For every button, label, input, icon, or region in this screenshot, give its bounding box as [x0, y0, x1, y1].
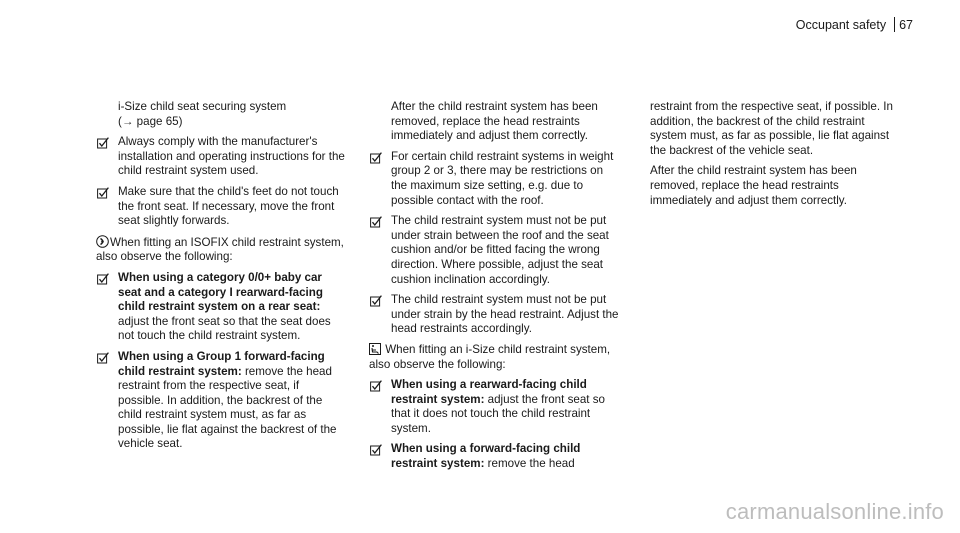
isofix-icon [96, 235, 109, 248]
page-reference: (→ page 65) [118, 114, 183, 128]
paragraph: After the child restraint system has been removed, replace the head restraints immediately and adjust them correctly. [391, 100, 598, 143]
isofix-note: When fitting an ISOFIX child restraint system, also observe the following: [96, 235, 344, 264]
column-3 [650, 100, 902, 214]
checklist-item: Always comply with the manufacturer's installation and operating instructions for the child restraint system used. [96, 135, 348, 179]
checklist-item: The child restraint system must not be put under strain between the roof and the seat cushion and/or be fitted facing the wrong direction. Where possible, adjust the seat cushion inclination accordingly. [369, 214, 621, 287]
isize-note: When fitting an i-Size child restraint system, also observe the following: [369, 342, 611, 371]
checklist-item: When using a forward-facing child restraint system: remove the head [369, 442, 621, 471]
page-header [796, 17, 913, 32]
intro-text: i-Size child seat securing system (→ page 65) [118, 100, 287, 128]
checkbox-tick-icon [97, 273, 109, 285]
checkbox-tick-icon [370, 152, 382, 164]
checkbox-tick-icon [97, 187, 109, 199]
checkbox-tick-icon [97, 352, 109, 364]
header-divider [894, 17, 895, 32]
checkbox-tick-icon [370, 216, 382, 228]
paragraph: restraint from the respective seat, if possible. In addition, the backrest of the child restraint system must, as far as possible, lie flat against the backrest of the vehicle seat. [650, 100, 893, 157]
checklist-item: For certain child restraint systems in weight group 2 or 3, there may be restrictions on the maximum size setting, e.g. due to possible contact with the roof. [369, 150, 621, 208]
watermark: carmanualsonline.info [725, 499, 944, 524]
column-2 [369, 100, 621, 478]
isize-icon [369, 343, 381, 355]
paragraph: After the child restraint system has been removed, replace the head restraints immediately and adjust them correctly. [650, 164, 857, 207]
checklist-item: Make sure that the child's feet do not touch the front seat. If necessary, move the front seat slightly forwards. [96, 185, 348, 229]
checkbox-tick-icon [97, 137, 109, 149]
checkbox-tick-icon [370, 444, 382, 456]
column-1 [96, 100, 348, 458]
checkbox-tick-icon [370, 295, 382, 307]
page-number: 67 [899, 17, 913, 32]
checklist-item: When using a Group 1 forward-facing child restraint system: remove the head restraint from the respective seat, if possible. In addition, the backrest of the child restraint system must, as far as possible, lie flat against the backrest of the vehicle seat. [96, 350, 348, 452]
checklist-item: When using a rearward-facing child restraint system: adjust the front seat so that it does not touch the child restraint system. [369, 378, 621, 436]
checkbox-tick-icon [370, 380, 382, 392]
checklist-item: The child restraint system must not be put under strain by the head restraint. Adjust the head restraints accordingly. [369, 293, 621, 337]
section-title: Occupant safety [795, 17, 887, 32]
checklist-item: When using a category 0/0+ baby car seat and a category I rearward-facing child restraint system on a rear seat: adjust the front seat so that the seat does not touch the child restraint system. [96, 271, 348, 344]
